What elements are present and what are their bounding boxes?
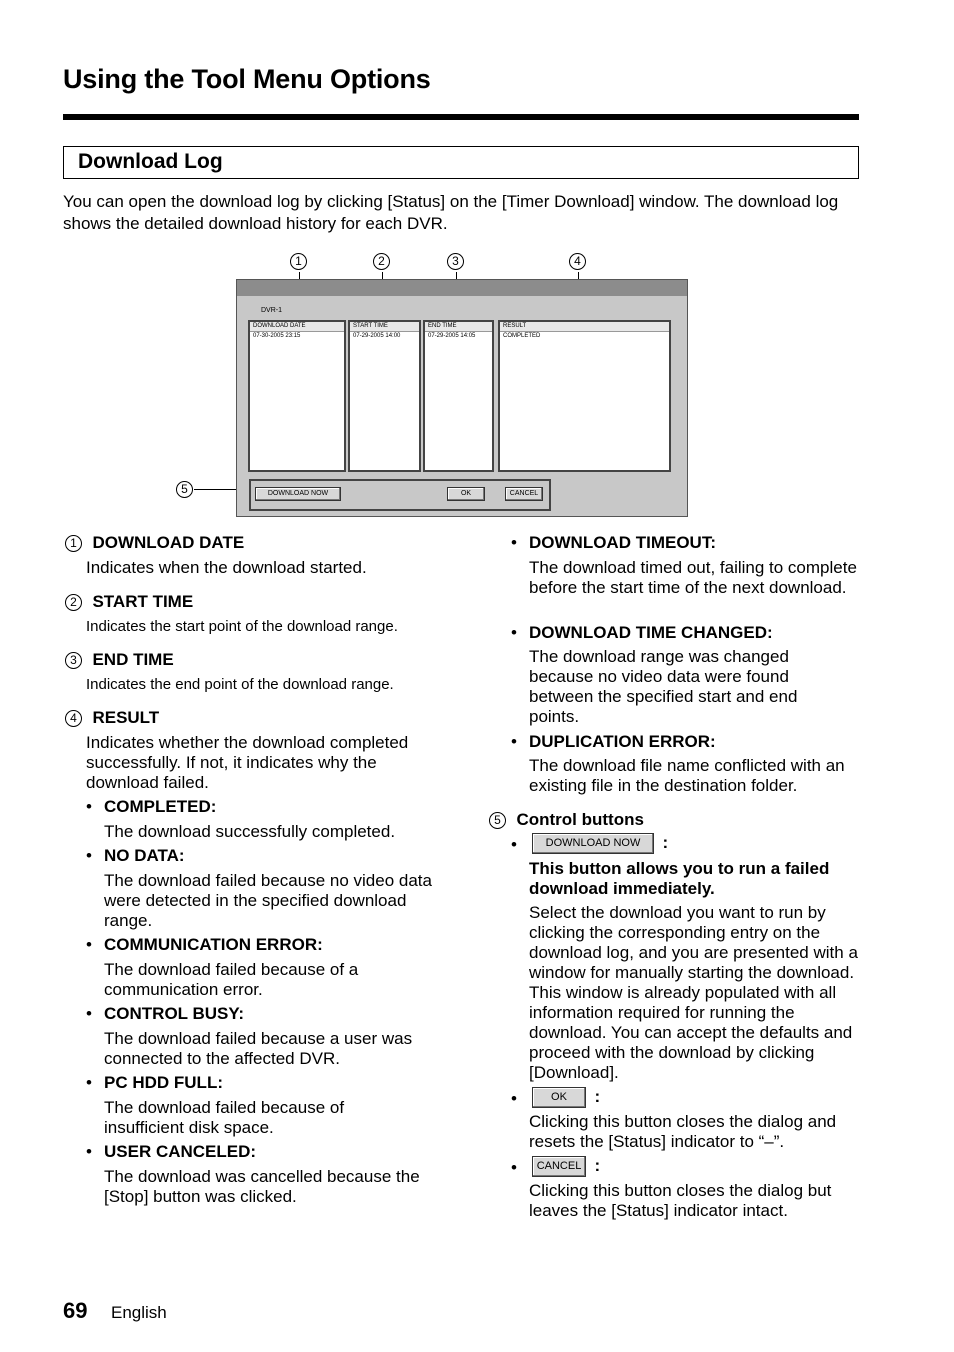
item-title: END TIME	[92, 650, 174, 669]
bullet-dot: •	[86, 797, 92, 816]
result-desc: The download timed out, failing to complete before the start time of the next download.	[529, 558, 857, 597]
title-rule	[63, 114, 859, 120]
page-title: Using the Tool Menu Options	[63, 64, 431, 94]
ok-desc: Clicking this button closes the dialog and resets the [Status] indicator to “–”.	[529, 1112, 837, 1151]
bullet-dot: •	[511, 623, 517, 642]
result-desc: The download successfully completed.	[104, 822, 396, 841]
ok-button-image: OK	[532, 1087, 586, 1108]
result-desc: The download was cancelled because the [Stop] button was clicked.	[104, 1167, 420, 1206]
column-cell: 07-29-2005 14:05	[428, 333, 476, 339]
bullet-dot: •	[86, 1004, 92, 1023]
cancel-button-image: CANCEL	[532, 1156, 586, 1177]
page-number: 69	[63, 1298, 88, 1323]
control-buttons-bar	[249, 479, 551, 511]
item-desc: Indicates when the download started.	[86, 558, 367, 577]
result-title: USER CANCELED:	[104, 1142, 257, 1161]
item-number: 5	[489, 812, 506, 829]
result-desc: The download file name conflicted with an existing file in the destination folder.	[529, 756, 845, 795]
callout-5: 5	[176, 481, 193, 499]
item-title: Control buttons	[516, 810, 644, 829]
item-download-date	[65, 533, 244, 553]
download-now-button[interactable]: DOWNLOAD NOW	[255, 487, 341, 501]
result-desc: The download failed because of a communication error.	[104, 960, 359, 999]
bullet-dot: •	[511, 1089, 517, 1108]
result-title: COMPLETED:	[104, 797, 217, 816]
column-cell: COMPLETED	[503, 333, 541, 339]
window-titlebar	[237, 280, 687, 296]
bullet-dot: •	[86, 1142, 92, 1161]
item-title: DOWNLOAD DATE	[92, 533, 245, 552]
download-now-desc: Select the download you want to run by clicking the corresponding entry on the download log, and you are presented with a window for manually starting the download. This window is already populated with all information required for running the download. You can accept the defaults and proceed with the download by clicking [Download].	[529, 903, 858, 1082]
column-start-time[interactable]	[348, 320, 421, 472]
item-number: 3	[65, 652, 82, 669]
item-title: START TIME	[92, 592, 194, 611]
item-desc: Indicates the end point of the download range.	[86, 676, 394, 693]
ok-button[interactable]: OK	[447, 487, 485, 501]
item-end-time	[65, 650, 174, 670]
colon: :	[594, 1156, 601, 1175]
callout-3: 3	[447, 253, 464, 271]
item-number: 4	[65, 710, 82, 727]
item-title: RESULT	[92, 708, 160, 727]
column-header: START TIME	[350, 322, 419, 332]
column-header: RESULT	[500, 322, 669, 332]
item-number: 1	[65, 535, 82, 552]
cancel-sample	[532, 1156, 600, 1177]
item-desc: Indicates whether the download completed successfully. If not, it indicates why the download failed.	[86, 733, 409, 792]
bullet-dot: •	[86, 935, 92, 954]
result-title: DOWNLOAD TIME CHANGED:	[529, 623, 773, 642]
ok-sample	[532, 1087, 600, 1108]
callout-2: 2	[373, 253, 390, 271]
item-number: 2	[65, 594, 82, 611]
column-header: END TIME	[425, 322, 492, 332]
download-now-button-image: DOWNLOAD NOW	[532, 833, 654, 854]
bullet-dot: •	[511, 835, 517, 854]
item-result	[65, 708, 159, 728]
result-desc: The download failed because a user was connected to the affected DVR.	[104, 1029, 413, 1068]
result-title: DUPLICATION ERROR:	[529, 732, 716, 751]
result-desc: The download failed because no video data were detected in the specified download range.	[104, 871, 432, 930]
download-now-sample	[532, 833, 668, 854]
dvr-label: DVR-1	[261, 307, 283, 314]
colon: :	[662, 833, 669, 852]
result-title: DOWNLOAD TIMEOUT:	[529, 533, 716, 552]
section-box	[63, 146, 859, 179]
result-desc: The download failed because of insufficient disk space.	[104, 1098, 345, 1137]
column-cell: 07-29-2005 14:00	[353, 333, 401, 339]
column-download-date[interactable]	[248, 320, 346, 472]
item-start-time	[65, 592, 193, 612]
bullet-dot: •	[86, 1073, 92, 1092]
section-title: Download Log	[78, 150, 223, 173]
result-title: NO DATA:	[104, 846, 185, 865]
column-header: DOWNLOAD DATE	[250, 322, 344, 332]
callout-1: 1	[290, 253, 307, 271]
colon: :	[594, 1087, 601, 1106]
bullet-dot: •	[511, 732, 517, 751]
bullet-dot: •	[511, 1158, 517, 1177]
cancel-desc: Clicking this button closes the dialog but leaves the [Status] indicator intact.	[529, 1181, 832, 1220]
result-title: COMMUNICATION ERROR:	[104, 935, 323, 954]
column-end-time[interactable]	[423, 320, 494, 472]
bullet-dot: •	[86, 846, 92, 865]
result-title: CONTROL BUSY:	[104, 1004, 245, 1023]
download-now-bold: This button allows you to run a failed download immediately.	[529, 859, 830, 898]
result-desc: The download range was changed because no video data were found between the specified start and end points.	[529, 647, 798, 726]
cancel-button[interactable]: CANCEL	[505, 487, 543, 501]
bullet-dot: •	[511, 533, 517, 552]
footer-language: English	[111, 1303, 167, 1322]
column-result[interactable]	[498, 320, 671, 472]
control-buttons-heading	[489, 810, 644, 830]
callout-4: 4	[569, 253, 586, 271]
intro-paragraph: You can open the download log by clicking [Status] on the [Timer Download] window. The download log shows the detailed download history for each DVR.	[63, 192, 839, 233]
result-title: PC HDD FULL:	[104, 1073, 223, 1092]
column-cell: 07-30-2005 23:15	[253, 333, 301, 339]
item-desc: Indicates the start point of the download range.	[86, 618, 398, 635]
download-log-window	[236, 279, 688, 517]
